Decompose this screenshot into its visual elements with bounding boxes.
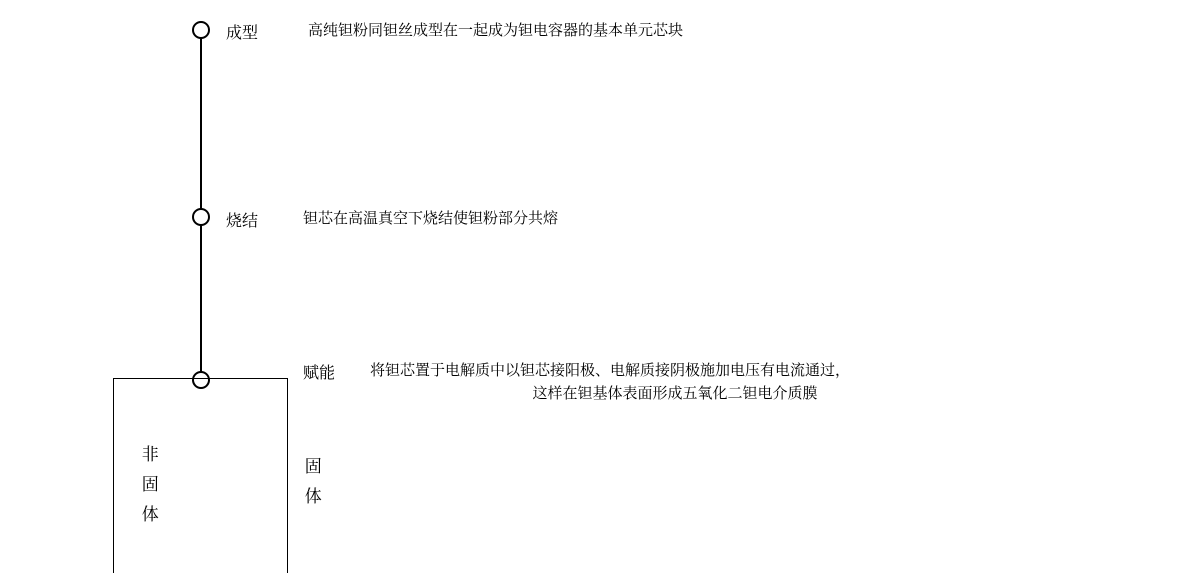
node-description-1-line1: 高纯钽粉同钽丝成型在一起成为钽电容器的基本单元芯块 [308,23,684,39]
branch-label-solid [303,452,323,512]
node-description-1 [308,20,1008,43]
node-label-3: 赋能 [303,365,336,382]
flow-spine-line [200,30,202,380]
node-description-2 [303,208,1003,231]
node-label-2: 烧结 [226,213,259,230]
node-description-2-line1: 钽芯在高温真空下烧结使钽粉部分共熔 [303,211,559,227]
node-circle-2[interactable] [192,208,210,226]
node-description-3 [370,360,980,407]
branch-label-non-solid [140,440,160,529]
branch-label-non-solid-char-1: 非 [141,445,159,464]
branch-label-non-solid-char-2: 固 [141,474,159,494]
branch-label-solid-char-2: 体 [304,486,322,506]
node-circle-1[interactable] [192,21,210,39]
node-label-1: 成型 [226,25,259,42]
branch-label-solid-char-1: 固 [304,457,322,476]
node-description-3-line2: 这样在钽基体表面形成五氧化二钽电介质膜 [532,386,818,403]
branch-label-non-solid-char-3: 体 [141,504,159,524]
node-description-3-line1: 将钽芯置于电解质中以钽芯接阳极、电解质接阴极施加电压有电流通过， [370,363,851,379]
